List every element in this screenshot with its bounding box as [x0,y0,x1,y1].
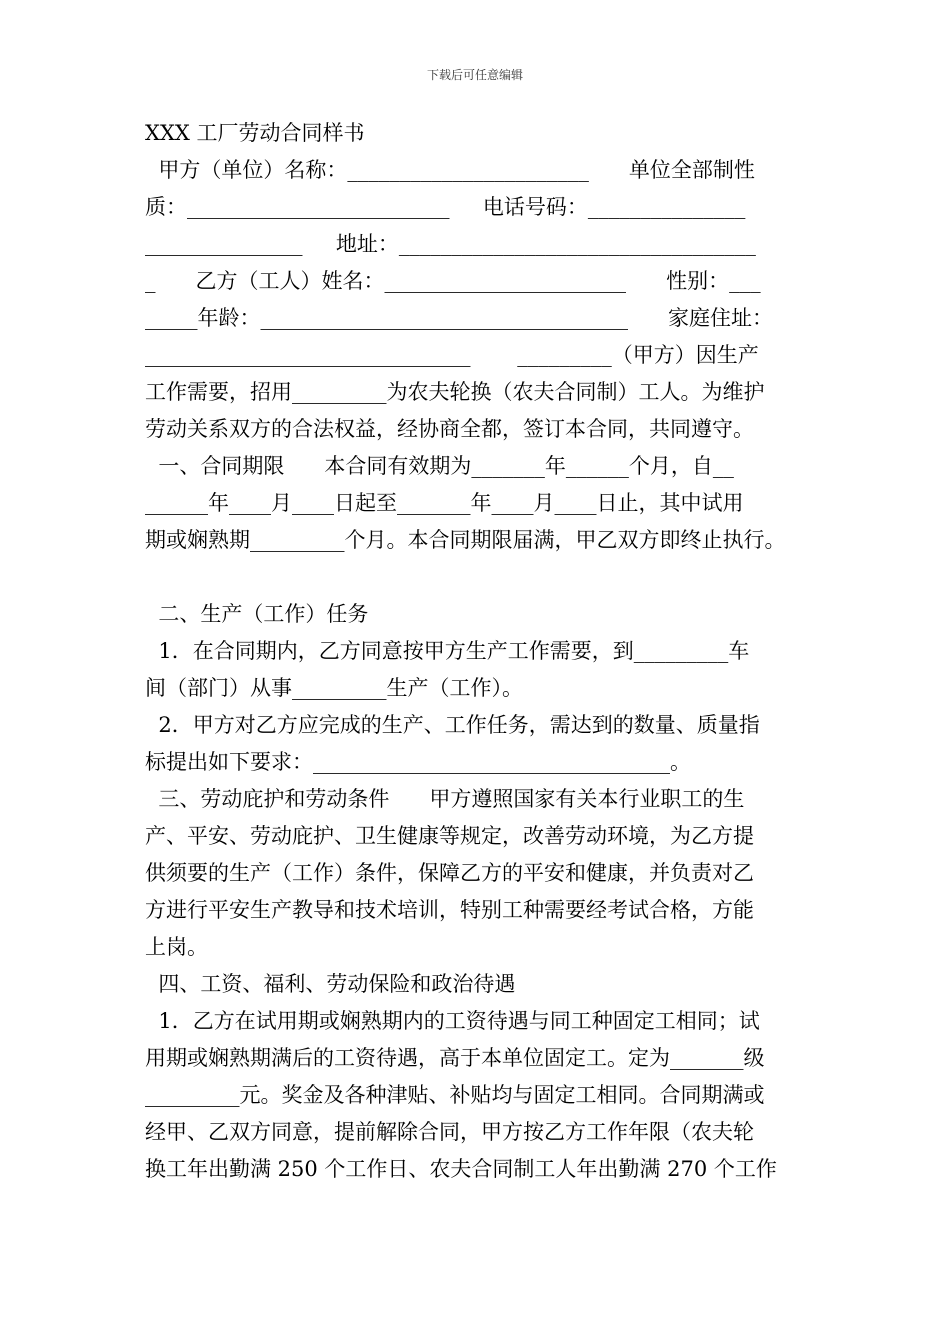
blank-line [145,559,807,596]
section-4-heading: 四、工资、福利、劳动保险和政治待遇 [145,972,516,996]
section-3-line-4: 方进行平安生产教导和技术培训，特别工种需要经考试合格，方能 [145,898,754,922]
contract-line-6: _______________________________ _________（甲方）因生产 [145,343,759,367]
clause-4-1-line-3: _________元。奖金及各种津贴、补贴均与固定工相同。合同期满或 [145,1083,765,1107]
section-3-heading-line: 三、劳动庇护和劳动条件 甲方遵照国家有关本行业职工的生 [145,787,745,811]
clause-2-2-line-1: 2．甲方对乙方应完成的生产、工作任务，需达到的数量、质量指 [145,713,760,737]
section-1-heading-line: 一、合同期限 本合同有效期为_______年______个月，自__ [145,454,734,478]
clause-2-1-line-2: 间（部门）从事_________生产（工作）。 [145,676,523,700]
header-note: 下载后可任意编辑 [426,68,523,82]
clause-4-1-line-5: 换工年出勤满 250 个工作日、农夫合同制工人年出勤满 270 个工作 [145,1157,777,1181]
contract-line-8: 劳动关系双方的合法权益，经协商全都，签订本合同，共同遵守。 [145,417,754,441]
contract-line-7: 工作需要，招用_________为农夫轮换（农夫合同制）工人。为维护 [145,380,765,404]
document-title: XXX 工厂劳动合同样书 [145,121,365,145]
section-3-line-2: 产、平安、劳动庇护、卫生健康等规定，改善劳动环境，为乙方提 [145,824,754,848]
contract-line-4: _ 乙方（工人）姓名：_______________________ 性别：___ [145,269,761,293]
contract-line-10: ______年____月____日起至_______年____月____日止，其中试用 [145,491,744,515]
section-3-line-5: 上岗。 [145,935,208,959]
clause-4-1-line-2: 用期或娴熟期满后的工资待遇，高于本单位固定工。定为_______级 [145,1046,765,1070]
contract-line-11: 期或娴熟期_________个月。本合同期限届满，甲乙双方即终止执行。 [145,528,786,552]
contract-line-3: _______________ 地址：__________________________________ [145,232,756,256]
contract-line-1: 甲方（单位）名称：_______________________ 单位全部制性 [145,158,755,182]
contract-line-5: _____年龄：___________________________________ 家庭住址： [145,306,774,330]
contract-line-2: 质：_________________________ 电话号码：_______________ [145,195,746,219]
clause-4-1-line-1: 1．乙方在试用期或娴熟期内的工资待遇与同工种固定工相同；试 [145,1009,760,1033]
clause-2-2-line-2: 标提出如下要求：__________________________________。 [145,750,691,774]
document-body [145,115,807,1188]
clause-4-1-line-4: 经甲、乙双方同意，提前解除合同，甲方按乙方工作年限（农夫轮 [145,1120,754,1144]
clause-2-1-line-1: 1．在合同期内，乙方同意按甲方生产工作需要，到_________车 [145,639,750,663]
section-2-heading: 二、生产（工作）任务 [145,602,369,626]
section-3-line-3: 供须要的生产（工作）条件，保障乙方的平安和健康，并负责对乙 [145,861,754,885]
